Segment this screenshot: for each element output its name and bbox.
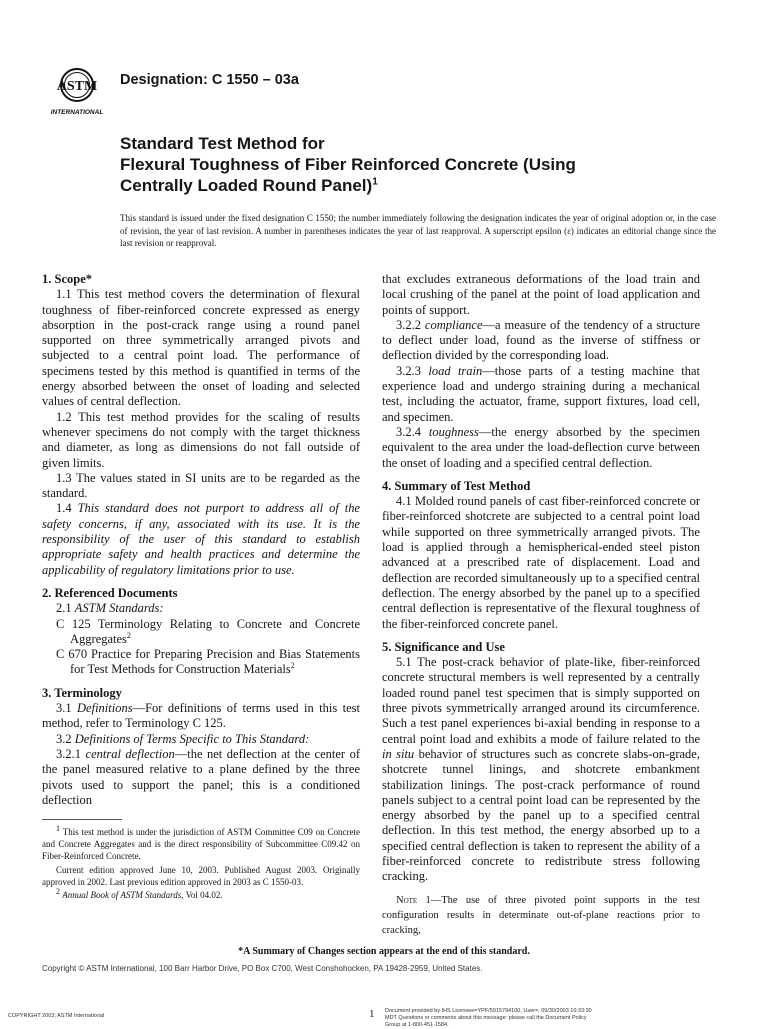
term: Definitions — [77, 701, 133, 716]
paragraph-1-1: 1.1 This test method covers the determination of flexural toughness of fiber-reinforced concrete expressed as energy absorption in the post-crack range using a round panel supported on three symmetrically arranged pivots and subjected to a central point load. The performance of specimens tested by this method is quantified in terms of the energy absorbed between the onset of loading and selected values of central deflection. — [42, 287, 360, 409]
left-column — [42, 272, 360, 808]
term: toughness — [428, 424, 479, 439]
footnote-divider — [42, 819, 122, 820]
paragraph-number: 3.2.2 — [396, 317, 421, 332]
paragraph-number: 3.2.1 — [56, 746, 81, 761]
page-number: 1 — [369, 1008, 375, 1020]
paragraph-number: 3.2.3 — [396, 363, 421, 378]
footnote-1 — [42, 826, 360, 863]
title-line-3: Centrally Loaded Round Panel) — [120, 176, 373, 195]
designation: Designation: C 1550 – 03a — [120, 72, 299, 88]
astm-standards-label: ASTM Standards: — [74, 601, 164, 616]
footnotes — [42, 826, 360, 902]
note-label: Note — [396, 894, 418, 906]
paragraph-3-2-4 — [382, 425, 700, 471]
footnote-1-text: This test method is under the jurisdiction of ASTM Committee C09 on Concrete and Concrete Aggregates and is the direct responsibility of Subcommittee C09.42 on Fiber-Reinforced Concrete. — [42, 827, 361, 862]
term: compliance — [424, 317, 483, 332]
paragraph-number: 1.4 — [56, 501, 72, 516]
paragraph-number: 3.1 — [56, 701, 72, 716]
title-line-2: Flexural Toughness of Fiber Reinforced Concrete (Using — [120, 155, 576, 174]
section-heading-referenced-documents: 2. Referenced Documents — [42, 585, 178, 600]
footnote-ref: 2 — [290, 661, 295, 671]
note-text: 1—The use of three pivoted point supports in the test configuration results in determinate out-of-plane reactions prior to cracking, — [382, 894, 701, 937]
paragraph-2-1 — [42, 601, 360, 616]
license-line-2: MDT Questions or comments about this message: please call the Document Policy — [385, 1015, 587, 1021]
license-stamp — [385, 1008, 715, 1029]
term: central deflection — [85, 746, 175, 761]
copyright-stamp: COPYRIGHT 2003; ASTM International — [8, 1013, 105, 1019]
footnote-2 — [42, 889, 360, 901]
in-situ-term: in situ — [382, 746, 415, 761]
note-1 — [382, 893, 700, 939]
paragraph-3-2-1 — [42, 747, 360, 808]
copyright-line: Copyright © ASTM International, 100 Barr Harbor Drive, PO Box C700, West Conshohocken, PA 19428-2959, United States. — [42, 964, 483, 973]
section-heading-terminology: 3. Terminology — [42, 685, 122, 700]
title-footnote-ref: 1 — [372, 176, 378, 188]
license-line-3: Group at 1-800-451-1584. — [385, 1022, 449, 1028]
paragraph-5-1 — [382, 655, 700, 884]
section-heading-scope: 1. Scope* — [42, 272, 92, 286]
paragraph-3-1 — [42, 701, 360, 732]
reference-c125 — [42, 617, 360, 648]
paragraph-3-2 — [42, 732, 360, 747]
astm-logo-icon — [40, 66, 114, 118]
footnote-ref: 2 — [126, 630, 131, 640]
section-heading-significance: 5. Significance and Use — [382, 639, 505, 654]
logo-subtext: INTERNATIONAL — [50, 109, 104, 116]
title-line-1: Standard Test Method for — [120, 134, 325, 153]
definition: —For definitions of terms used in this test method, refer to Terminology C 125. — [42, 701, 360, 731]
reference-c670 — [42, 647, 360, 678]
term: load train — [428, 363, 483, 378]
definition: —a measure of the tendency of a structure to deflect under load, found as the inverse of stiffness or deflection divided by the corresponding load. — [382, 317, 701, 363]
issued-notice: This standard is issued under the fixed designation C 1550; the number immediately following the designation indicates the year of original adoption or, in the case of revision, the year of last revision. A number in parentheses indicates the year of last reapproval. A superscript epsilon (ε) indicates an editorial change since the last revision or reapproval. — [120, 213, 716, 248]
paragraph-5-1-part-a: 5.1 The post-crack behavior of plate-like, fiber-reinforced concrete structural members is well represented by a centrally loaded round panel test specimen that is simply supported on three pivots symmetrically arranged around its circumference. Such a test panel experiences bi-axial bending in response to a central point load and exhibits a mode of failure related to the — [382, 655, 700, 746]
paragraph-1-4 — [42, 501, 360, 577]
reference-c670-text: C 670 Practice for Preparing Precision and Bias Statements for Test Methods for Construction Materials — [56, 647, 360, 677]
footnote-2-book: Annual Book of ASTM Standards — [62, 890, 182, 901]
definition: —the energy absorbed by the specimen equivalent to the area under the load-deflection curve between the onset of loading and a specified central deflection. — [382, 424, 700, 470]
footnote-2-volume: , Vol 04.02. — [181, 890, 223, 901]
license-line-1: Document provided by IHS Licensee=YPF/5915794100, User=, 09/30/2003 10:33:30 — [385, 1008, 592, 1014]
paragraph-1-2: 1.2 This test method provides for the scaling of results whenever specimens do not comply with the target thickness and diameter, as long as dimensions do not fall outside of given limits. — [42, 409, 360, 470]
footnote-1-edition: Current edition approved June 10, 2003. Published August 2003. Originally approved in 2002. Last previous edition approved in 2003 as C 1550-03. — [42, 864, 360, 887]
paragraph-1-3: 1.3 The values stated in SI units are to be regarded as the standard. — [42, 470, 360, 501]
paragraph-number: 2.1 — [56, 601, 72, 616]
paragraph-3-2-2 — [382, 318, 700, 364]
paragraph-3-2-3 — [382, 364, 700, 425]
paragraph-3-2-1-continued: that excludes extraneous deformations of the load train and local crushing of the panel at the point of load application and points of support. — [382, 272, 700, 317]
safety-statement: This standard does not purport to address all of the safety concerns, if any, associated with its use. It is the responsibility of the user of this standard to establish appropriate safety and health practices and determine the applicability of regulatory limitations prior to use. — [42, 501, 360, 577]
paragraph-number: 3.2.4 — [396, 424, 421, 439]
summary-of-changes-note: *A Summary of Changes section appears at the end of this standard. — [238, 946, 530, 957]
definition: —those parts of a testing machine that experience load and undergo straining during a mechanical test, including the actuator, frame, support fixtures, load cell, and specimen. — [382, 363, 701, 424]
astm-logo — [40, 66, 114, 118]
right-column — [382, 272, 700, 938]
paragraph-number: 3.2 — [56, 731, 72, 746]
paragraph-5-1-part-b: behavior of structures such as concrete slabs-on-grade, shotcrete tunnel linings, and shotcrete embankment stabilization linings. The post-crack performance of round panels subject to a central point load can be represented by the energy absorbed by the panel up to a specified central deflection. In this test method, the energy absorbed up to a specified central deflection is taken to represent the ability of a fiber-reinforced concrete to redistribute stress following cracking. — [382, 746, 700, 884]
reference-c125-text: C 125 Terminology Relating to Concrete and Concrete Aggregates — [56, 616, 360, 646]
section-heading-summary: 4. Summary of Test Method — [382, 478, 531, 493]
paragraph-4-1: 4.1 Molded round panels of cast fiber-reinforced concrete or fiber-reinforced shotcrete are subjected to a central point load while supported on three symmetrically arranged pivots. The load is applied through a hemispherical-ended steel piston advanced at a prescribed rate of displacement. Load and deflection are recorded simultaneously up to a specified central deflection. The energy absorbed by the panel up to a specified central deflection is representative of the flexural toughness of the fiber-reinforced concrete panel. — [382, 494, 700, 631]
document-title — [120, 133, 720, 196]
footnote-number: 2 — [56, 887, 60, 897]
footnote-number: 1 — [56, 824, 60, 833]
logo-text: ASTM — [56, 79, 98, 94]
subheading: Definitions of Terms Specific to This Standard: — [74, 731, 310, 746]
definition: —the net deflection at the center of the panel measured relative to a plane defined by the three pivots used to support the panel; this is a conditioned deflection — [42, 746, 360, 807]
